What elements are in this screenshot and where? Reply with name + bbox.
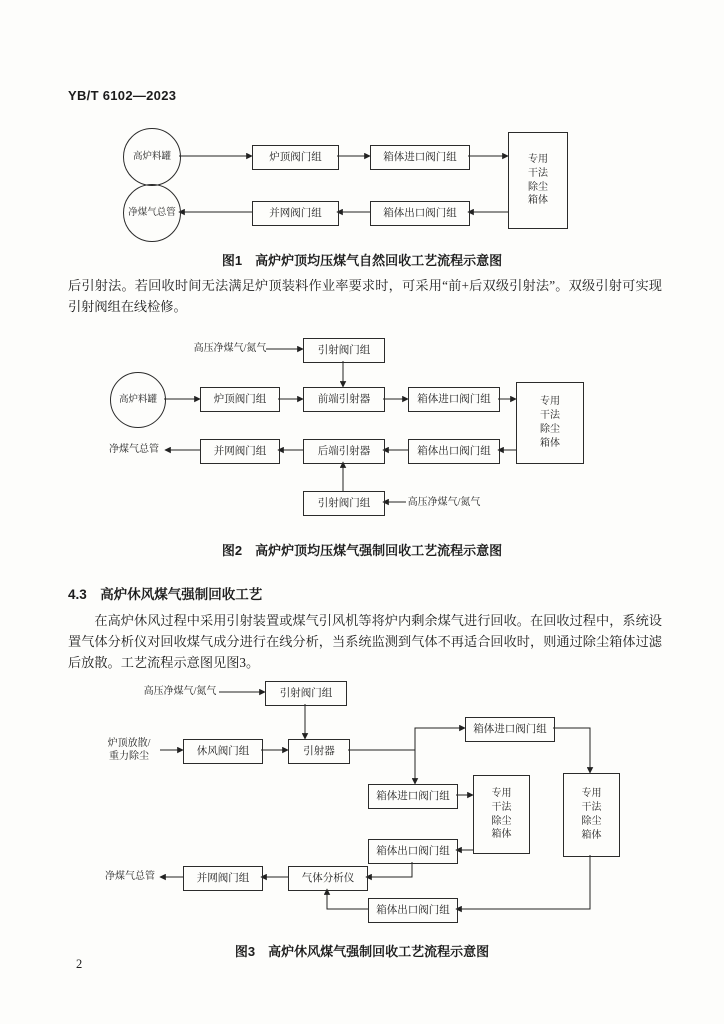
dedusting-box-text-line: 除尘 — [540, 424, 560, 435]
box-inlet-valve-group-box: 箱体进口阀门组 — [370, 145, 470, 170]
flow-arrow — [415, 728, 465, 750]
wind-off-valve-group-box: 休风阀门组 — [183, 739, 263, 764]
dedusting-box-text-line: 箱体 — [581, 829, 602, 841]
box-inlet-valve-group-mid-box: 箱体进口阀门组 — [368, 784, 458, 809]
dedusting-box-text-line: 干法 — [528, 167, 548, 179]
grid-valve-group-box: 并网阀门组 — [200, 439, 280, 464]
top-bleeding-label-line: 炉顶放散/ — [107, 737, 151, 749]
dedusting-box — [508, 132, 568, 229]
dedusting-box — [516, 382, 584, 464]
furnace-hopper-node: 高炉料罐 — [110, 372, 166, 428]
figure2-caption: 图2 高炉炉顶均压煤气强制回收工艺流程示意图 — [221, 543, 503, 558]
rear-ejector-box: 后端引射器 — [303, 439, 385, 464]
furnace-hopper-node: 高炉料罐 — [123, 128, 181, 186]
dedusting-box-text-line: 除尘 — [528, 181, 548, 193]
box-outlet-valve-group-bottom-box: 箱体出口阀门组 — [368, 898, 458, 923]
top-bleeding-label-line: 重力除尘 — [109, 751, 149, 762]
dedusting-box-text-line: 专用 — [491, 787, 512, 799]
gas-analyzer-box: 气体分析仪 — [288, 866, 368, 891]
clean-gas-main-node: 净煤气总管 — [123, 184, 181, 242]
dedusting-box-text-line: 专用 — [581, 788, 602, 800]
page-number: 2 — [76, 957, 83, 971]
box-inlet-valve-group-top-box: 箱体进口阀门组 — [465, 717, 555, 742]
clean-gas-main-label: 净煤气总管 — [109, 444, 159, 456]
ejector-valve-group-top-box: 引射阀门组 — [303, 338, 385, 363]
figure1-caption: 图1 高炉炉顶均压煤气自然回收工艺流程示意图 — [221, 253, 503, 268]
ejector-valve-group-box: 引射阀门组 — [265, 681, 347, 706]
hp-gas-label-top: 高压净煤气/氮气 — [193, 343, 267, 355]
section-4-3-heading: 4.3 高炉休风煤气强制回收工艺 — [68, 587, 263, 602]
standard-number: YB/T 6102—2023 — [68, 88, 177, 103]
figure2-connectors — [164, 349, 516, 502]
body-paragraph-1: 后引射法。若回收时间无法满足炉顶装料作业率要求时，可采用“前+后双级引射法”。双级引射可实现引射阀组在线检修。 — [68, 278, 662, 315]
dedusting-box-text-line: 箱体 — [540, 437, 560, 449]
dedusting-box-text-line: 干法 — [491, 801, 512, 813]
clean-gas-main-label: 净煤气总管 — [105, 871, 155, 883]
flow-arrow — [553, 728, 590, 773]
dedusting-box-right — [563, 773, 620, 857]
top-valve-group-box: 炉顶阀门组 — [200, 387, 280, 412]
box-outlet-valve-group-box: 箱体出口阀门组 — [370, 201, 470, 226]
flow-arrow — [456, 855, 590, 909]
box-outlet-valve-group-mid-box: 箱体出口阀门组 — [368, 839, 458, 864]
hp-gas-label-bottom: 高压净煤气/氮气 — [407, 497, 481, 509]
grid-valve-group-box: 并网阀门组 — [252, 201, 339, 226]
figure3-caption: 图3 高炉休风煤气强制回收工艺流程示意图 — [234, 944, 490, 959]
dedusting-box-text-line: 专用 — [528, 153, 548, 165]
box-inlet-valve-group-box: 箱体进口阀门组 — [408, 387, 500, 412]
box-outlet-valve-group-box: 箱体出口阀门组 — [408, 439, 500, 464]
top-valve-group-box: 炉顶阀门组 — [252, 145, 339, 170]
dedusting-box-text-line: 干法 — [581, 802, 602, 814]
dedusting-box-text-line: 除尘 — [581, 816, 602, 827]
dedusting-box-text-line: 箱体 — [528, 195, 548, 207]
dedusting-box-text-line: 箱体 — [491, 829, 512, 841]
grid-valve-group-box: 并网阀门组 — [183, 866, 263, 891]
dedusting-box-text-line: 专用 — [540, 396, 560, 408]
dedusting-box-text-line: 干法 — [540, 410, 560, 422]
dedusting-box-left — [473, 775, 530, 854]
dedusting-box-text-line: 除尘 — [491, 815, 512, 827]
top-bleeding-label — [98, 736, 160, 764]
body-paragraph-2: 在高炉休风过程中采用引射装置或煤气引风机等将炉内剩余煤气进行回收。在回收过程中，系统设置气体分析仪对回收煤气成分进行在线分析，当系统监测到气体不再适合回收时，则通过除尘箱体过滤后放散。工艺流程示意图见图3。 — [68, 613, 662, 671]
ejector-box: 引射器 — [288, 739, 350, 764]
flow-arrow — [366, 862, 412, 877]
ejector-valve-group-bottom-box: 引射阀门组 — [303, 491, 385, 516]
front-ejector-box: 前端引射器 — [303, 387, 385, 412]
hp-gas-label: 高压净煤气/氮气 — [143, 686, 217, 698]
flow-arrow — [327, 889, 368, 909]
